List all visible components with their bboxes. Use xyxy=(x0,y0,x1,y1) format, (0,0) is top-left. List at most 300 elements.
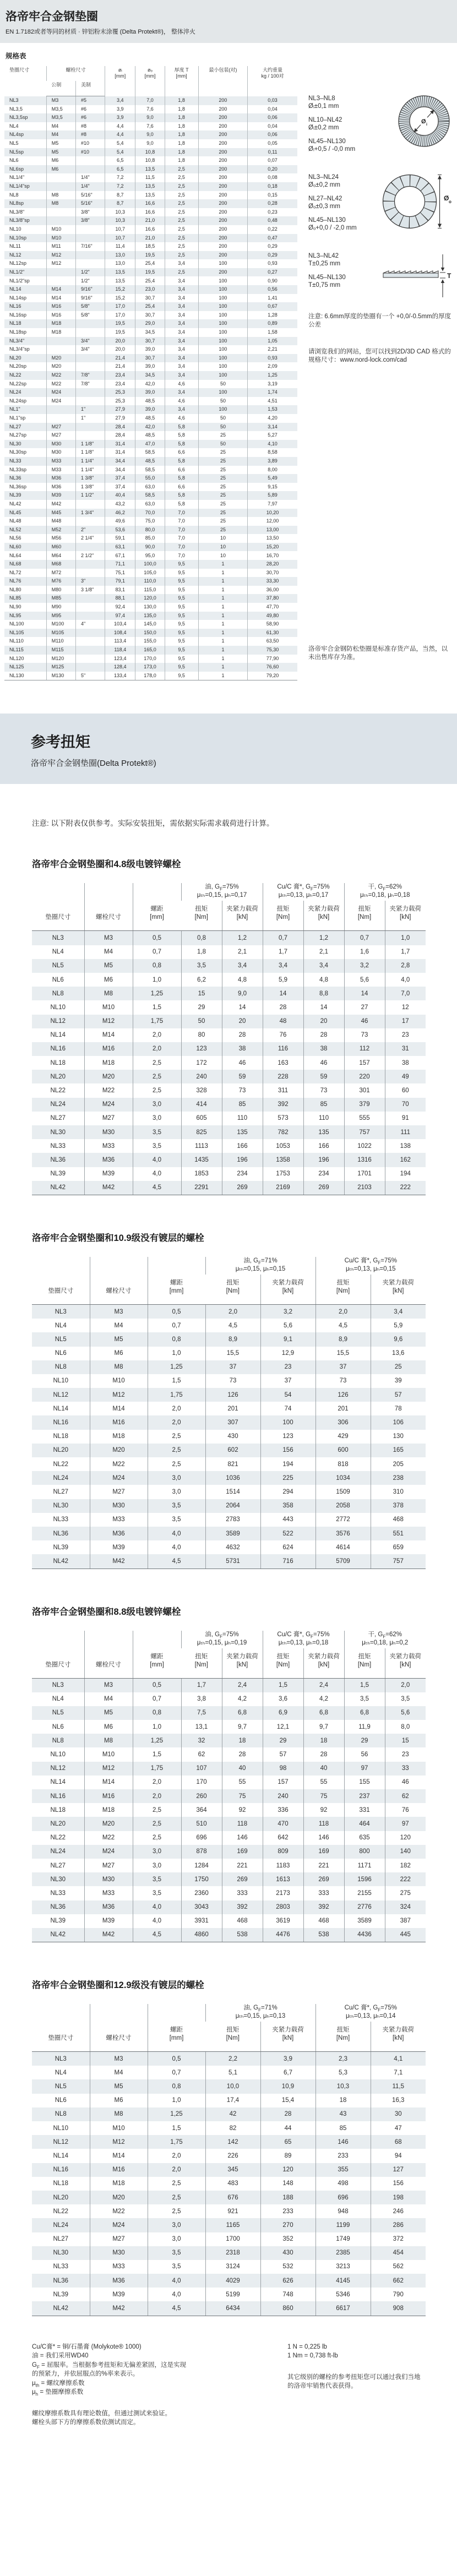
cell: 78 xyxy=(371,1402,426,1415)
cell: 2,5 xyxy=(165,234,198,243)
cell: 5709 xyxy=(315,1554,371,1569)
table-row xyxy=(32,1153,426,1167)
tolerance-item: NL45–NL130 T±0,75 mm xyxy=(308,274,346,288)
cell: 10 xyxy=(198,534,247,543)
cell: M8 xyxy=(84,1734,133,1747)
group-cuc-paste: Cu/C 膏*, $G_F=75\%$ μₜₕ=0,13, μₕ=0,14 xyxy=(315,2004,426,2022)
cell: 58,5 xyxy=(135,466,165,475)
cell: M14 xyxy=(90,2149,148,2163)
cell: 75 xyxy=(303,1789,344,1803)
cell: 1/2" xyxy=(75,276,105,285)
cell: 63,0 xyxy=(135,483,165,492)
cell: 333 xyxy=(303,1886,344,1900)
cell: 85,0 xyxy=(135,534,165,543)
cell: NL5 xyxy=(55,2083,67,2090)
cell: M5 xyxy=(90,1332,148,1346)
cell: 37,4 xyxy=(105,483,135,492)
cell: 2,21 xyxy=(248,345,297,354)
cell: M115 xyxy=(46,646,75,655)
cell: 1 xyxy=(198,620,247,629)
cell: 311 xyxy=(263,1083,303,1097)
cell: 2 1/4" xyxy=(75,534,105,543)
cell: 18 xyxy=(303,1734,344,1747)
cell: 3,4 xyxy=(222,959,263,973)
cell: 28 xyxy=(260,2107,315,2121)
cell: 75,1 xyxy=(105,569,135,578)
cell: NL6 xyxy=(55,2097,67,2104)
cell: 331 xyxy=(344,1803,385,1817)
cell: M4 xyxy=(90,2066,148,2079)
col-metric: 公制 xyxy=(46,81,75,96)
col-imperial: 美制 xyxy=(75,81,105,96)
table-row xyxy=(32,973,426,987)
table-row xyxy=(4,328,297,337)
cell: 3/4" xyxy=(75,337,105,346)
cell: NL42 xyxy=(9,500,21,507)
tolerance-item: NL10–NL42 Øᵢ±0,2 mm xyxy=(308,117,342,131)
table-row xyxy=(32,2107,426,2121)
cell: NL110 xyxy=(9,638,24,644)
cell: 63,0 xyxy=(135,500,165,509)
cell: 7,0 xyxy=(165,526,198,535)
cell: 1 xyxy=(198,612,247,620)
cell: 2058 xyxy=(315,1499,371,1513)
cell: 1,25 xyxy=(248,371,297,380)
cell: 200 xyxy=(198,251,247,260)
cell: 748 xyxy=(260,2288,315,2301)
cell: 4,0 xyxy=(133,1914,181,1928)
cell: 3,0 xyxy=(148,2218,205,2232)
cell: 10 xyxy=(198,543,247,552)
cell: 9,6 xyxy=(371,1332,426,1346)
cell xyxy=(46,208,75,217)
table-row xyxy=(4,500,297,509)
cell: 7/8" xyxy=(75,380,105,389)
cell: 0,8 xyxy=(181,931,222,945)
cell: 92,4 xyxy=(105,603,135,612)
thickness-tolerances xyxy=(308,250,381,295)
cell: 225 xyxy=(260,1471,315,1485)
cell: 50 xyxy=(198,414,247,423)
cell: 100 xyxy=(198,328,247,337)
table-row xyxy=(4,491,297,500)
cell: 1,2 xyxy=(303,931,344,945)
cell: 1,8 xyxy=(165,148,198,157)
cell: 55 xyxy=(303,1776,344,1789)
cell: 76 xyxy=(385,1803,426,1817)
cell: 126 xyxy=(205,1388,260,1402)
cell: 4,6 xyxy=(165,414,198,423)
col-torque: 扭矩 [Nm] xyxy=(315,1275,371,1305)
cell: 1113 xyxy=(181,1139,222,1153)
table-row xyxy=(32,1056,426,1070)
cell: 130 xyxy=(371,1430,426,1444)
cell: 5,3 xyxy=(315,2066,371,2079)
cell: 9,5 xyxy=(165,569,198,578)
cell: NL14 xyxy=(53,2152,68,2159)
cell: NL33 xyxy=(9,458,21,464)
cell: NL30 xyxy=(50,1876,66,1883)
cell: NL4 xyxy=(52,1696,64,1703)
cell: 48,5 xyxy=(135,414,165,423)
outer-diameter-tolerances xyxy=(308,171,381,238)
cell: M3,5 xyxy=(46,105,75,114)
cell: 2,5 xyxy=(133,1056,181,1070)
cell: 355 xyxy=(315,2163,371,2177)
cell: 5,4 xyxy=(105,148,135,157)
cell: 2,4 xyxy=(303,1678,344,1692)
cell: 3213 xyxy=(315,2260,371,2274)
cell: 5199 xyxy=(205,2288,260,2301)
cell: 25,3 xyxy=(105,397,135,406)
spec-table-body xyxy=(4,96,297,680)
cell: 1 xyxy=(198,655,247,663)
cell: 14 xyxy=(303,1000,344,1014)
cell: 5,8 xyxy=(165,491,198,500)
cell: 3,4 xyxy=(303,959,344,973)
cell: NL8 xyxy=(9,192,19,198)
cell: M22 xyxy=(46,371,75,380)
cell: NL4 xyxy=(52,949,64,956)
cell: NL60 xyxy=(9,543,21,549)
cell: M3,5 xyxy=(46,113,75,122)
cell: 240 xyxy=(181,1070,222,1083)
cell: 7/8" xyxy=(75,371,105,380)
cell: 4,5 xyxy=(315,1319,371,1332)
table-row xyxy=(32,1747,426,1761)
cell: 100 xyxy=(198,371,247,380)
cell: 2,5 xyxy=(133,1831,181,1845)
table-row xyxy=(4,345,297,354)
cell: 0,8 xyxy=(148,1332,205,1346)
cell: M33 xyxy=(90,1513,148,1527)
col-torque: 扭矩 [Nm] xyxy=(344,1648,385,1679)
cell: 107 xyxy=(181,1762,222,1776)
cell: 37 xyxy=(205,1360,260,1374)
cell: 6,6 xyxy=(165,466,198,475)
cell: 25,4 xyxy=(135,276,165,285)
cell: 392 xyxy=(303,1900,344,1914)
cell: NL10 xyxy=(53,1377,68,1385)
cell: 2,0 xyxy=(133,1042,181,1056)
cell: 0,7 xyxy=(133,945,181,959)
cell: 48 xyxy=(263,1015,303,1028)
cell xyxy=(46,216,75,225)
cell: M4 xyxy=(46,122,75,131)
cell: 0,28 xyxy=(248,199,297,208)
cell: NL36sp xyxy=(9,483,27,489)
cell: 2,0 xyxy=(315,1304,371,1319)
cell: 80,0 xyxy=(135,526,165,535)
table-row xyxy=(4,620,297,629)
col-clamp-load: 夹紧力载荷 [kN] xyxy=(222,901,263,931)
cell: 1,8 xyxy=(165,130,198,139)
cell: NL72 xyxy=(9,569,21,575)
table-row xyxy=(4,448,297,457)
col-clamp-load: 夹紧力载荷 [kN] xyxy=(371,1275,426,1305)
table-row xyxy=(32,1374,426,1388)
cell xyxy=(46,337,75,346)
cell: 1701 xyxy=(344,1167,385,1181)
cell: M68 xyxy=(46,560,75,569)
cell: 126 xyxy=(315,1388,371,1402)
cell: 220 xyxy=(344,1070,385,1083)
cell: 15,2 xyxy=(105,294,135,303)
cell: 113,4 xyxy=(105,637,135,646)
table-row xyxy=(4,577,297,586)
cell: 15,20 xyxy=(248,543,297,552)
cell: 25 xyxy=(198,526,247,535)
cell: 5,8 xyxy=(165,440,198,449)
table-row xyxy=(4,517,297,526)
col-torque: 扭矩 [Nm] xyxy=(205,1275,260,1305)
cell: 34,4 xyxy=(105,457,135,466)
cell: 28,4 xyxy=(105,423,135,432)
cell: 333 xyxy=(222,1886,263,1900)
cell: M39 xyxy=(90,1540,148,1554)
cell: M36 xyxy=(46,474,75,483)
cell: 200 xyxy=(198,199,247,208)
cell: 43 xyxy=(315,2107,371,2121)
unit-conversions xyxy=(287,2343,425,2361)
cell: 118 xyxy=(222,1817,263,1831)
cell: 14 xyxy=(263,987,303,1000)
cell: 5,9 xyxy=(263,973,303,987)
cell: NL22 xyxy=(50,1087,66,1094)
cell: 0,29 xyxy=(248,251,297,260)
cell: 1 xyxy=(198,637,247,646)
cell: 30,70 xyxy=(248,569,297,578)
cell: 10,3 xyxy=(315,2079,371,2093)
table-row xyxy=(4,259,297,268)
cell: 238 xyxy=(371,1471,426,1485)
cell: 522 xyxy=(260,1527,315,1540)
cell: 115,0 xyxy=(135,586,165,595)
cell: 573 xyxy=(263,1112,303,1125)
cell: 464 xyxy=(344,1817,385,1831)
cell: NL16 xyxy=(9,303,21,309)
cell: 135 xyxy=(222,1125,263,1139)
cell: 7,0 xyxy=(165,534,198,543)
cell: 5/16" xyxy=(75,191,105,200)
cell: 1514 xyxy=(205,1485,260,1499)
cell xyxy=(46,405,75,414)
cell: NL8 xyxy=(55,1364,67,1371)
cell: 200 xyxy=(198,105,247,114)
cell: NL33 xyxy=(50,1889,66,1897)
cell: M12 xyxy=(46,251,75,260)
table-row xyxy=(4,526,297,535)
cell: M8 xyxy=(46,191,75,200)
torque-table-2-title: 洛帝牢合金钢垫圈和10.9级没有镀层的螺栓 xyxy=(32,1233,204,1243)
cell xyxy=(75,388,105,397)
table-row xyxy=(4,234,297,243)
cell: 57 xyxy=(263,1747,303,1761)
torque-table-1-header xyxy=(32,883,426,931)
cell: 40 xyxy=(222,1762,263,1776)
cell: 948 xyxy=(315,2204,371,2218)
cell: 2385 xyxy=(315,2246,371,2260)
cell: 120 xyxy=(385,1831,426,1845)
cell: 1183 xyxy=(263,1859,303,1872)
group-dry: 干, $G_F=62\%$ μₜₕ=0,18, μₕ=0,2 xyxy=(344,1631,426,1648)
cell: M130 xyxy=(46,672,75,680)
cell: 123,4 xyxy=(105,655,135,663)
cell: 1,7 xyxy=(263,945,303,959)
cell: 4436 xyxy=(344,1928,385,1942)
cell: 120,0 xyxy=(135,594,165,603)
cell: 13,1 xyxy=(181,1720,222,1734)
cell: M22 xyxy=(90,1457,148,1471)
cell: 454 xyxy=(371,2246,426,2260)
cell: 3,4 xyxy=(165,388,198,397)
cell: 1,5 xyxy=(148,1374,205,1388)
cell: NL39 xyxy=(50,1170,66,1178)
cell: NL30 xyxy=(50,1129,66,1136)
cell: 2,0 xyxy=(148,1415,205,1429)
cell: 1358 xyxy=(263,1153,303,1167)
cell: 16,3 xyxy=(371,2094,426,2107)
cell: NL12 xyxy=(9,252,21,258)
cell: 23,4 xyxy=(105,380,135,389)
cell: NL90 xyxy=(9,604,21,610)
cell: 3,2 xyxy=(344,959,385,973)
cell: M5 xyxy=(46,148,75,157)
table-row xyxy=(4,586,297,595)
cell: 468 xyxy=(222,1914,263,1928)
cell: 221 xyxy=(303,1859,344,1872)
cell: 9,5 xyxy=(165,672,198,680)
table-row xyxy=(4,380,297,389)
cell: NL3/8"sp xyxy=(9,217,30,224)
cell: 200 xyxy=(198,208,247,217)
cell: 9,0 xyxy=(135,113,165,122)
cell: 162 xyxy=(385,1153,426,1167)
cell: 100,0 xyxy=(135,560,165,569)
table-row xyxy=(32,1554,426,1569)
cell: NL27 xyxy=(9,423,21,429)
table-row xyxy=(4,311,297,320)
cell: 2,5 xyxy=(133,1083,181,1097)
cell: M3 xyxy=(46,96,75,105)
col-washer-size: 垫圈尺寸 xyxy=(32,2004,90,2052)
cell: M30 xyxy=(90,1499,148,1513)
cell: 59 xyxy=(222,1070,263,1083)
cell: M85 xyxy=(46,594,75,603)
cell: M76 xyxy=(46,577,75,586)
cell: 182 xyxy=(385,1859,426,1872)
cell: 13,5 xyxy=(105,276,135,285)
torque-subheading: 洛帝牢合金钢垫圈(Delta Protekt®) xyxy=(31,759,156,769)
cell: 1284 xyxy=(181,1859,222,1872)
cell: 5/8" xyxy=(75,302,105,311)
torque-table-3-header xyxy=(32,1631,426,1679)
cell: M12 xyxy=(90,1388,148,1402)
cell: 17 xyxy=(385,1015,426,1028)
cell: 2,5 xyxy=(165,165,198,174)
cell: 3,4 xyxy=(105,96,135,105)
cell: M56 xyxy=(46,534,75,543)
torque-tables xyxy=(32,857,426,2316)
thickness-tolerance-block xyxy=(308,250,453,301)
cell: 1700 xyxy=(205,2232,260,2246)
cell: 37,4 xyxy=(105,474,135,483)
cell: M27 xyxy=(90,2232,148,2246)
cell: NL24 xyxy=(50,1848,66,1855)
cell: M48 xyxy=(46,517,75,526)
cell: 173,0 xyxy=(135,663,165,672)
cell: 9,15 xyxy=(248,483,297,492)
col-bolt-size: 螺栓尺寸 xyxy=(84,1631,133,1679)
table-row xyxy=(32,1167,426,1181)
cell: 0,89 xyxy=(248,319,297,328)
footer-line: $\mu_h$ = 垫圈摩擦系数 xyxy=(32,2389,84,2397)
cell: NL42 xyxy=(32,2301,90,2316)
torque-section-header xyxy=(0,714,457,784)
cell: 2776 xyxy=(344,1900,385,1914)
cell: NL24sp xyxy=(9,397,27,404)
footer-line: 螺栓头部下方的摩擦系数依测试而定。 xyxy=(32,2419,140,2426)
cell: 0,56 xyxy=(248,285,297,294)
cell: M20 xyxy=(90,2191,148,2204)
cell: 34,5 xyxy=(135,371,165,380)
cell: 18 xyxy=(222,1734,263,1747)
cell: 328 xyxy=(181,1083,222,1097)
table-row xyxy=(32,1678,426,1692)
cell: 0,93 xyxy=(248,259,297,268)
cell: 100 xyxy=(198,319,247,328)
table-row xyxy=(32,1415,426,1429)
cell: 155,0 xyxy=(135,637,165,646)
cell: 8,58 xyxy=(248,448,297,457)
cell: M10 xyxy=(46,225,75,234)
cell: 1171 xyxy=(344,1859,385,1872)
cell: 8,9 xyxy=(205,1332,260,1346)
cell: 228 xyxy=(263,1070,303,1083)
cell: 79,20 xyxy=(248,672,297,680)
cell: 3,0 xyxy=(133,1859,181,1872)
tolerance-item: NL3–NL8 Øᵢ±0,1 mm xyxy=(308,95,339,110)
cell: 36,00 xyxy=(248,586,297,595)
cell: 600 xyxy=(315,1444,371,1457)
cell: M24 xyxy=(84,1098,133,1112)
cell: 7,2 xyxy=(105,182,135,191)
cell: 88,1 xyxy=(105,594,135,603)
cell: 2,5 xyxy=(165,225,198,234)
cell: 196 xyxy=(222,1153,263,1167)
cell: NL45 xyxy=(9,509,21,515)
cell: 47,70 xyxy=(248,603,297,612)
table-row xyxy=(4,139,297,148)
cell: M36 xyxy=(90,1527,148,1540)
cell: M24 xyxy=(90,2218,148,2232)
cell: 2,5 xyxy=(133,1817,181,1831)
cell: 10,20 xyxy=(248,509,297,518)
cell: 4,6 xyxy=(165,380,198,389)
cell: M60 xyxy=(46,543,75,552)
cell: 100 xyxy=(198,337,247,346)
table-row xyxy=(4,466,297,475)
table-row xyxy=(32,1457,426,1471)
table-row xyxy=(32,1692,426,1706)
table-row xyxy=(4,569,297,578)
cell: 3,4 xyxy=(165,302,198,311)
cell: 47 xyxy=(371,2121,426,2135)
cell: 50 xyxy=(198,380,247,389)
cell: M24 xyxy=(90,1471,148,1485)
cell: NL27 xyxy=(53,2236,68,2243)
cell: 1316 xyxy=(344,1153,385,1167)
